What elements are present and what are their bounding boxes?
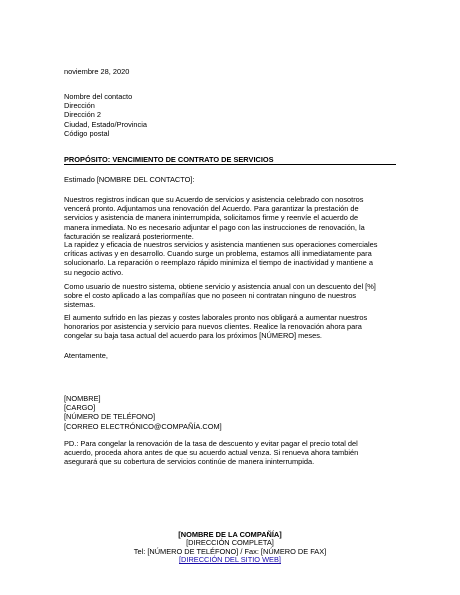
body-paragraph-1: Nuestros registros indican que su Acuerdo de servicios y asistencia celebrado con nosotros vencerá pronto. Adjuntamos una renovación del Acuerdo. Para garantizar la prestación de servicios y asistencia de manera ininterrumpida, solicitamos firme y reenvíe el acuerdo de manera inmediata. No es necesario adjuntar el pago con las instrucciones de renovación, la facturación se realizará posteriormente. xyxy=(64,195,365,241)
footer-address: [DIRECCIÓN COMPLETA] xyxy=(186,538,274,548)
signature-block: [NOMBRE] [CARGO] [NÚMERO DE TELÉFONO] [CORREO ELECTRÓNICO@COMPAÑÍA.COM] xyxy=(64,394,222,431)
letter-date: noviembre 28, 2020 xyxy=(64,67,130,76)
body-paragraph-2: La rapidez y eficacia de nuestros servicios y asistencia mantienen sus operaciones comerciales críticas activas y en desarrollo. Cuando surge un problema, estamos allí inmediatamente para solucionarlo. La reparación o reemplazo rápido minimiza el tiempo de inactividad y mantiene a su negocio activo. xyxy=(64,240,378,277)
postscript: PD.: Para congelar la renovación de la tasa de descuento y evitar pagar el precio total del acuerdo, proceda ahora antes de que su acuerdo actual venza. Si renueva ahora también asegurará que su cobertura de servicios continúe de manera ininterrumpida. xyxy=(64,439,359,467)
footer-company-name: [NOMBRE DE LA COMPAÑÍA] xyxy=(178,530,282,539)
body-paragraph-4: El aumento sufrido en las piezas y costes laborales pronto nos obligará a aumentar nuestros honorarios por asistencia y servicio para nuevos clientes. Realice la renovación ahora para congelar su baja tasa actual del acuerdo para los próximos [NÚMERO] meses. xyxy=(64,313,368,341)
letter-salutation: Estimado [NOMBRE DEL CONTACTO]: xyxy=(64,175,195,184)
recipient-address: Nombre del contacto Dirección Dirección 2 Ciudad, Estado/Provincia Código postal xyxy=(64,92,147,138)
letter-closing: Atentamente, xyxy=(64,351,108,360)
letter-subject: PROPÓSITO: VENCIMIENTO DE CONTRATO DE SERVICIOS xyxy=(64,155,396,165)
footer-website-link[interactable]: [DIRECCIÓN DEL SITIO WEB] xyxy=(179,555,281,565)
letter-footer xyxy=(0,531,460,565)
footer-phone-fax: Tel: [NÚMERO DE TELÉFONO] / Fax: [NÚMERO DE FAX] xyxy=(133,546,327,556)
body-paragraph-3: Como usuario de nuestro sistema, obtiene servicio y asistencia anual con un descuento del [%] sobre el costo aplicado a las compañías que no poseen ni contratan ninguno de nuestros sistemas. xyxy=(64,282,376,310)
